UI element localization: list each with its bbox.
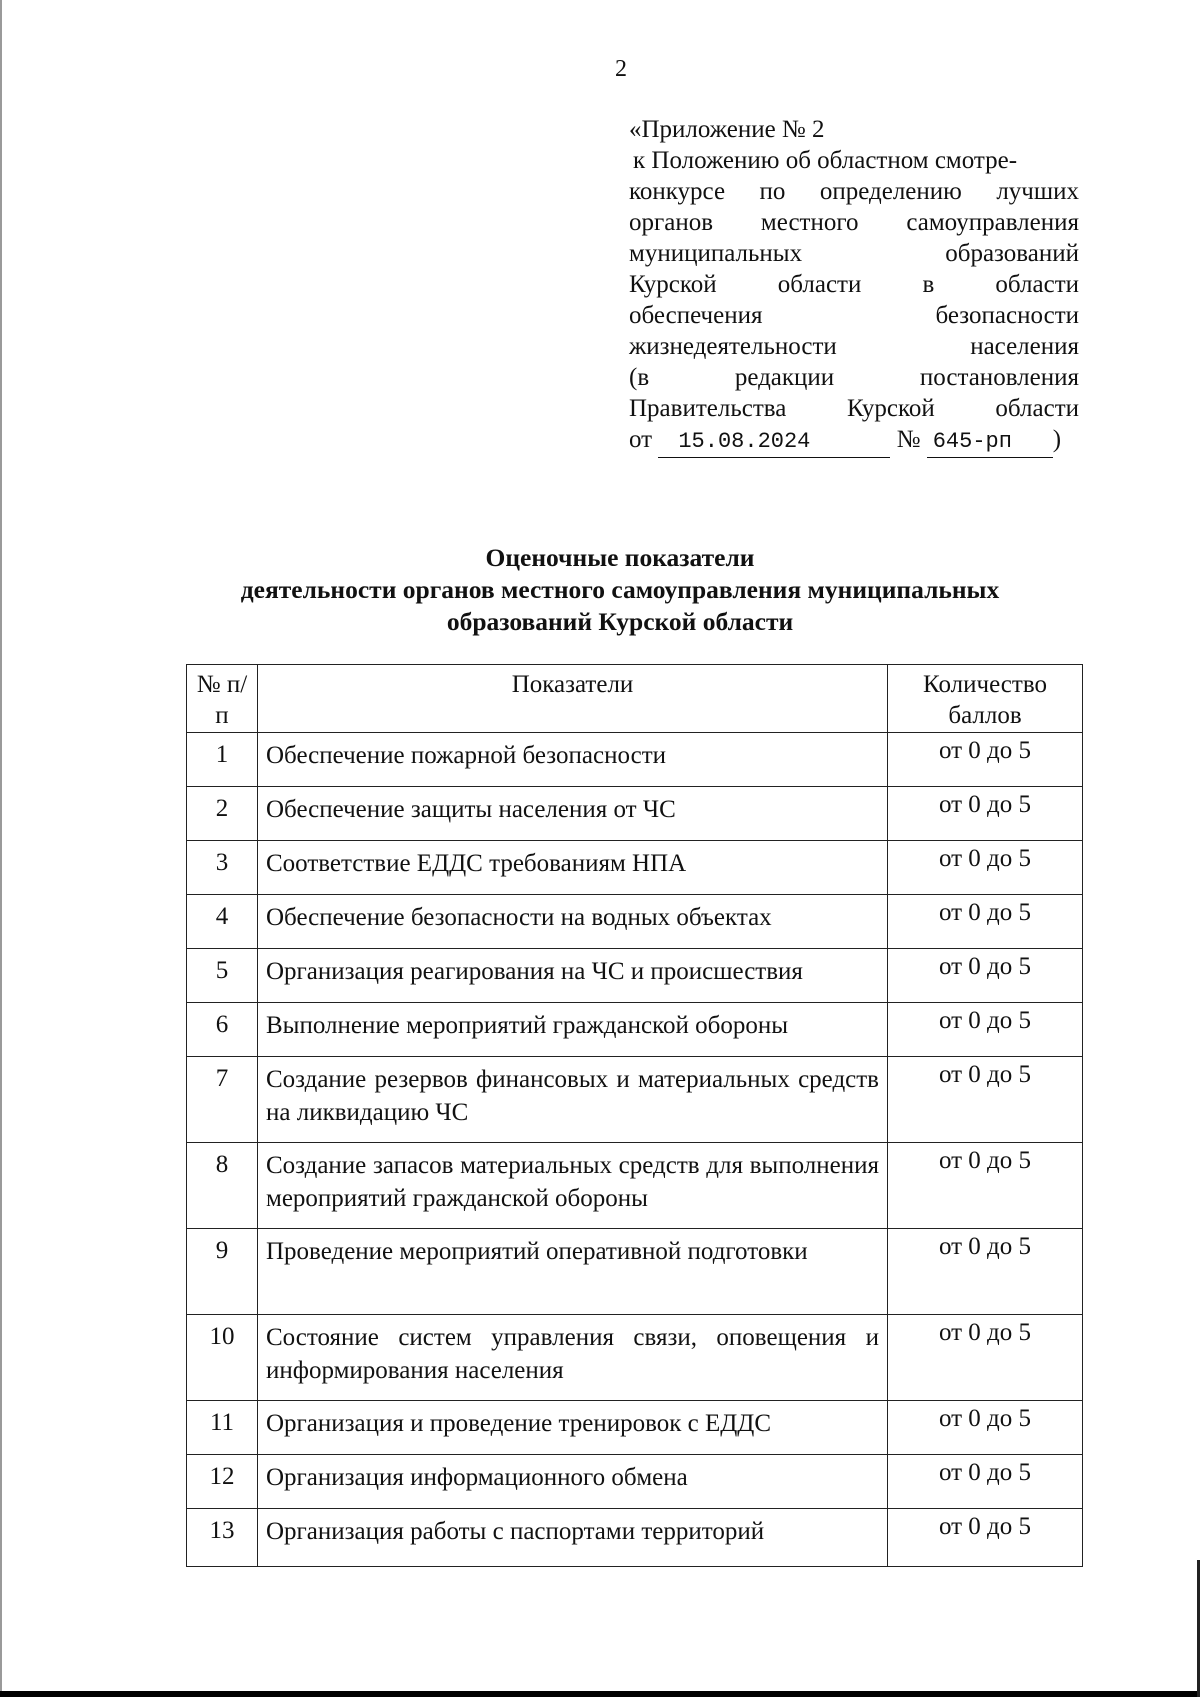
resolution-number: 645-рп [927, 426, 1053, 458]
appendix-line: к Положению об областном смотре- [633, 147, 1018, 174]
row-score: от 0 до 5 [888, 1003, 1083, 1057]
row-num: 10 [187, 1315, 258, 1401]
document-title [150, 542, 1090, 638]
row-indicator: Организация работы с паспортами территорий [258, 1509, 888, 1567]
row-score: от 0 до 5 [888, 1143, 1083, 1229]
appendix-line: муниципальных образований [629, 240, 1079, 267]
row-num: 5 [187, 949, 258, 1003]
date-prefix: от [629, 426, 653, 453]
row-indicator: Состояние систем управления связи, оповещения и информирования населения [258, 1315, 888, 1401]
table-row [187, 949, 1083, 1003]
table-header-row [187, 665, 1083, 733]
row-score: от 0 до 5 [888, 733, 1083, 787]
row-indicator: Организация и проведение тренировок с ЕДДС [258, 1401, 888, 1455]
row-score: от 0 до 5 [888, 1229, 1083, 1315]
title-line: Оценочные показатели [485, 543, 755, 572]
table-row [187, 1455, 1083, 1509]
row-score: от 0 до 5 [888, 895, 1083, 949]
number-prefix: № [896, 426, 921, 453]
title-line: образований Курской области [446, 607, 794, 636]
header-score: Количество баллов [888, 665, 1083, 733]
scan-edge-bottom [0, 1691, 1200, 1697]
row-num: 2 [187, 787, 258, 841]
row-num: 11 [187, 1401, 258, 1455]
appendix-line: жизнедеятельности населения [629, 333, 1079, 360]
row-num: 8 [187, 1143, 258, 1229]
table-row [187, 895, 1083, 949]
row-indicator: Создание резервов финансовых и материальных средств на ликвидацию ЧС [258, 1057, 888, 1143]
resolution-date: 15.08.2024 [658, 426, 890, 458]
appendix-line: органов местного самоуправления [629, 209, 1079, 236]
row-indicator: Соответствие ЕДДС требованиям НПА [258, 841, 888, 895]
row-num: 4 [187, 895, 258, 949]
row-num: 1 [187, 733, 258, 787]
row-indicator: Организация информационного обмена [258, 1455, 888, 1509]
table-row [187, 1229, 1083, 1315]
row-indicator: Создание запасов материальных средств для выполнения мероприятий гражданской обороны [258, 1143, 888, 1229]
row-indicator: Проведение мероприятий оперативной подготовки [258, 1229, 888, 1315]
appendix-date-line [629, 424, 1079, 458]
scan-edge-left [0, 0, 2, 1697]
row-score: от 0 до 5 [888, 949, 1083, 1003]
table-row [187, 841, 1083, 895]
row-score: от 0 до 5 [888, 1315, 1083, 1401]
row-num: 3 [187, 841, 258, 895]
indicators-table [186, 664, 1083, 1567]
table-row [187, 1315, 1083, 1401]
table-row [187, 787, 1083, 841]
appendix-line: обеспечения безопасности [629, 302, 1079, 329]
row-indicator: Организация реагирования на ЧС и происшествия [258, 949, 888, 1003]
row-num: 12 [187, 1455, 258, 1509]
row-num: 9 [187, 1229, 258, 1315]
header-indicator: Показатели [258, 665, 888, 733]
row-indicator: Обеспечение защиты населения от ЧС [258, 787, 888, 841]
row-score: от 0 до 5 [888, 1509, 1083, 1567]
appendix-line: Курской области в области [629, 271, 1079, 298]
table-row [187, 1401, 1083, 1455]
row-num: 7 [187, 1057, 258, 1143]
row-score: от 0 до 5 [888, 841, 1083, 895]
row-num: 13 [187, 1509, 258, 1567]
page-number: 2 [615, 56, 627, 82]
row-indicator: Обеспечение безопасности на водных объектах [258, 895, 888, 949]
row-score: от 0 до 5 [888, 1455, 1083, 1509]
table-row [187, 1509, 1083, 1567]
table-row [187, 1143, 1083, 1229]
table-row [187, 1003, 1083, 1057]
row-indicator: Выполнение мероприятий гражданской обороны [258, 1003, 888, 1057]
row-indicator: Обеспечение пожарной безопасности [258, 733, 888, 787]
row-score: от 0 до 5 [888, 787, 1083, 841]
appendix-line: «Приложение № 2 [629, 116, 825, 143]
row-num: 6 [187, 1003, 258, 1057]
row-score: от 0 до 5 [888, 1401, 1083, 1455]
table-row [187, 733, 1083, 787]
appendix-line: Правительства Курской области [629, 395, 1079, 422]
header-num: № п/п [187, 665, 258, 733]
row-score: от 0 до 5 [888, 1057, 1083, 1143]
appendix-line: конкурсе по определению лучших [629, 178, 1079, 205]
table-row [187, 1057, 1083, 1143]
appendix-header [629, 114, 1079, 458]
closing-paren: ) [1052, 426, 1062, 453]
title-line: деятельности органов местного самоуправления муниципальных [240, 575, 1000, 604]
appendix-line: (в редакции постановления [629, 364, 1079, 391]
